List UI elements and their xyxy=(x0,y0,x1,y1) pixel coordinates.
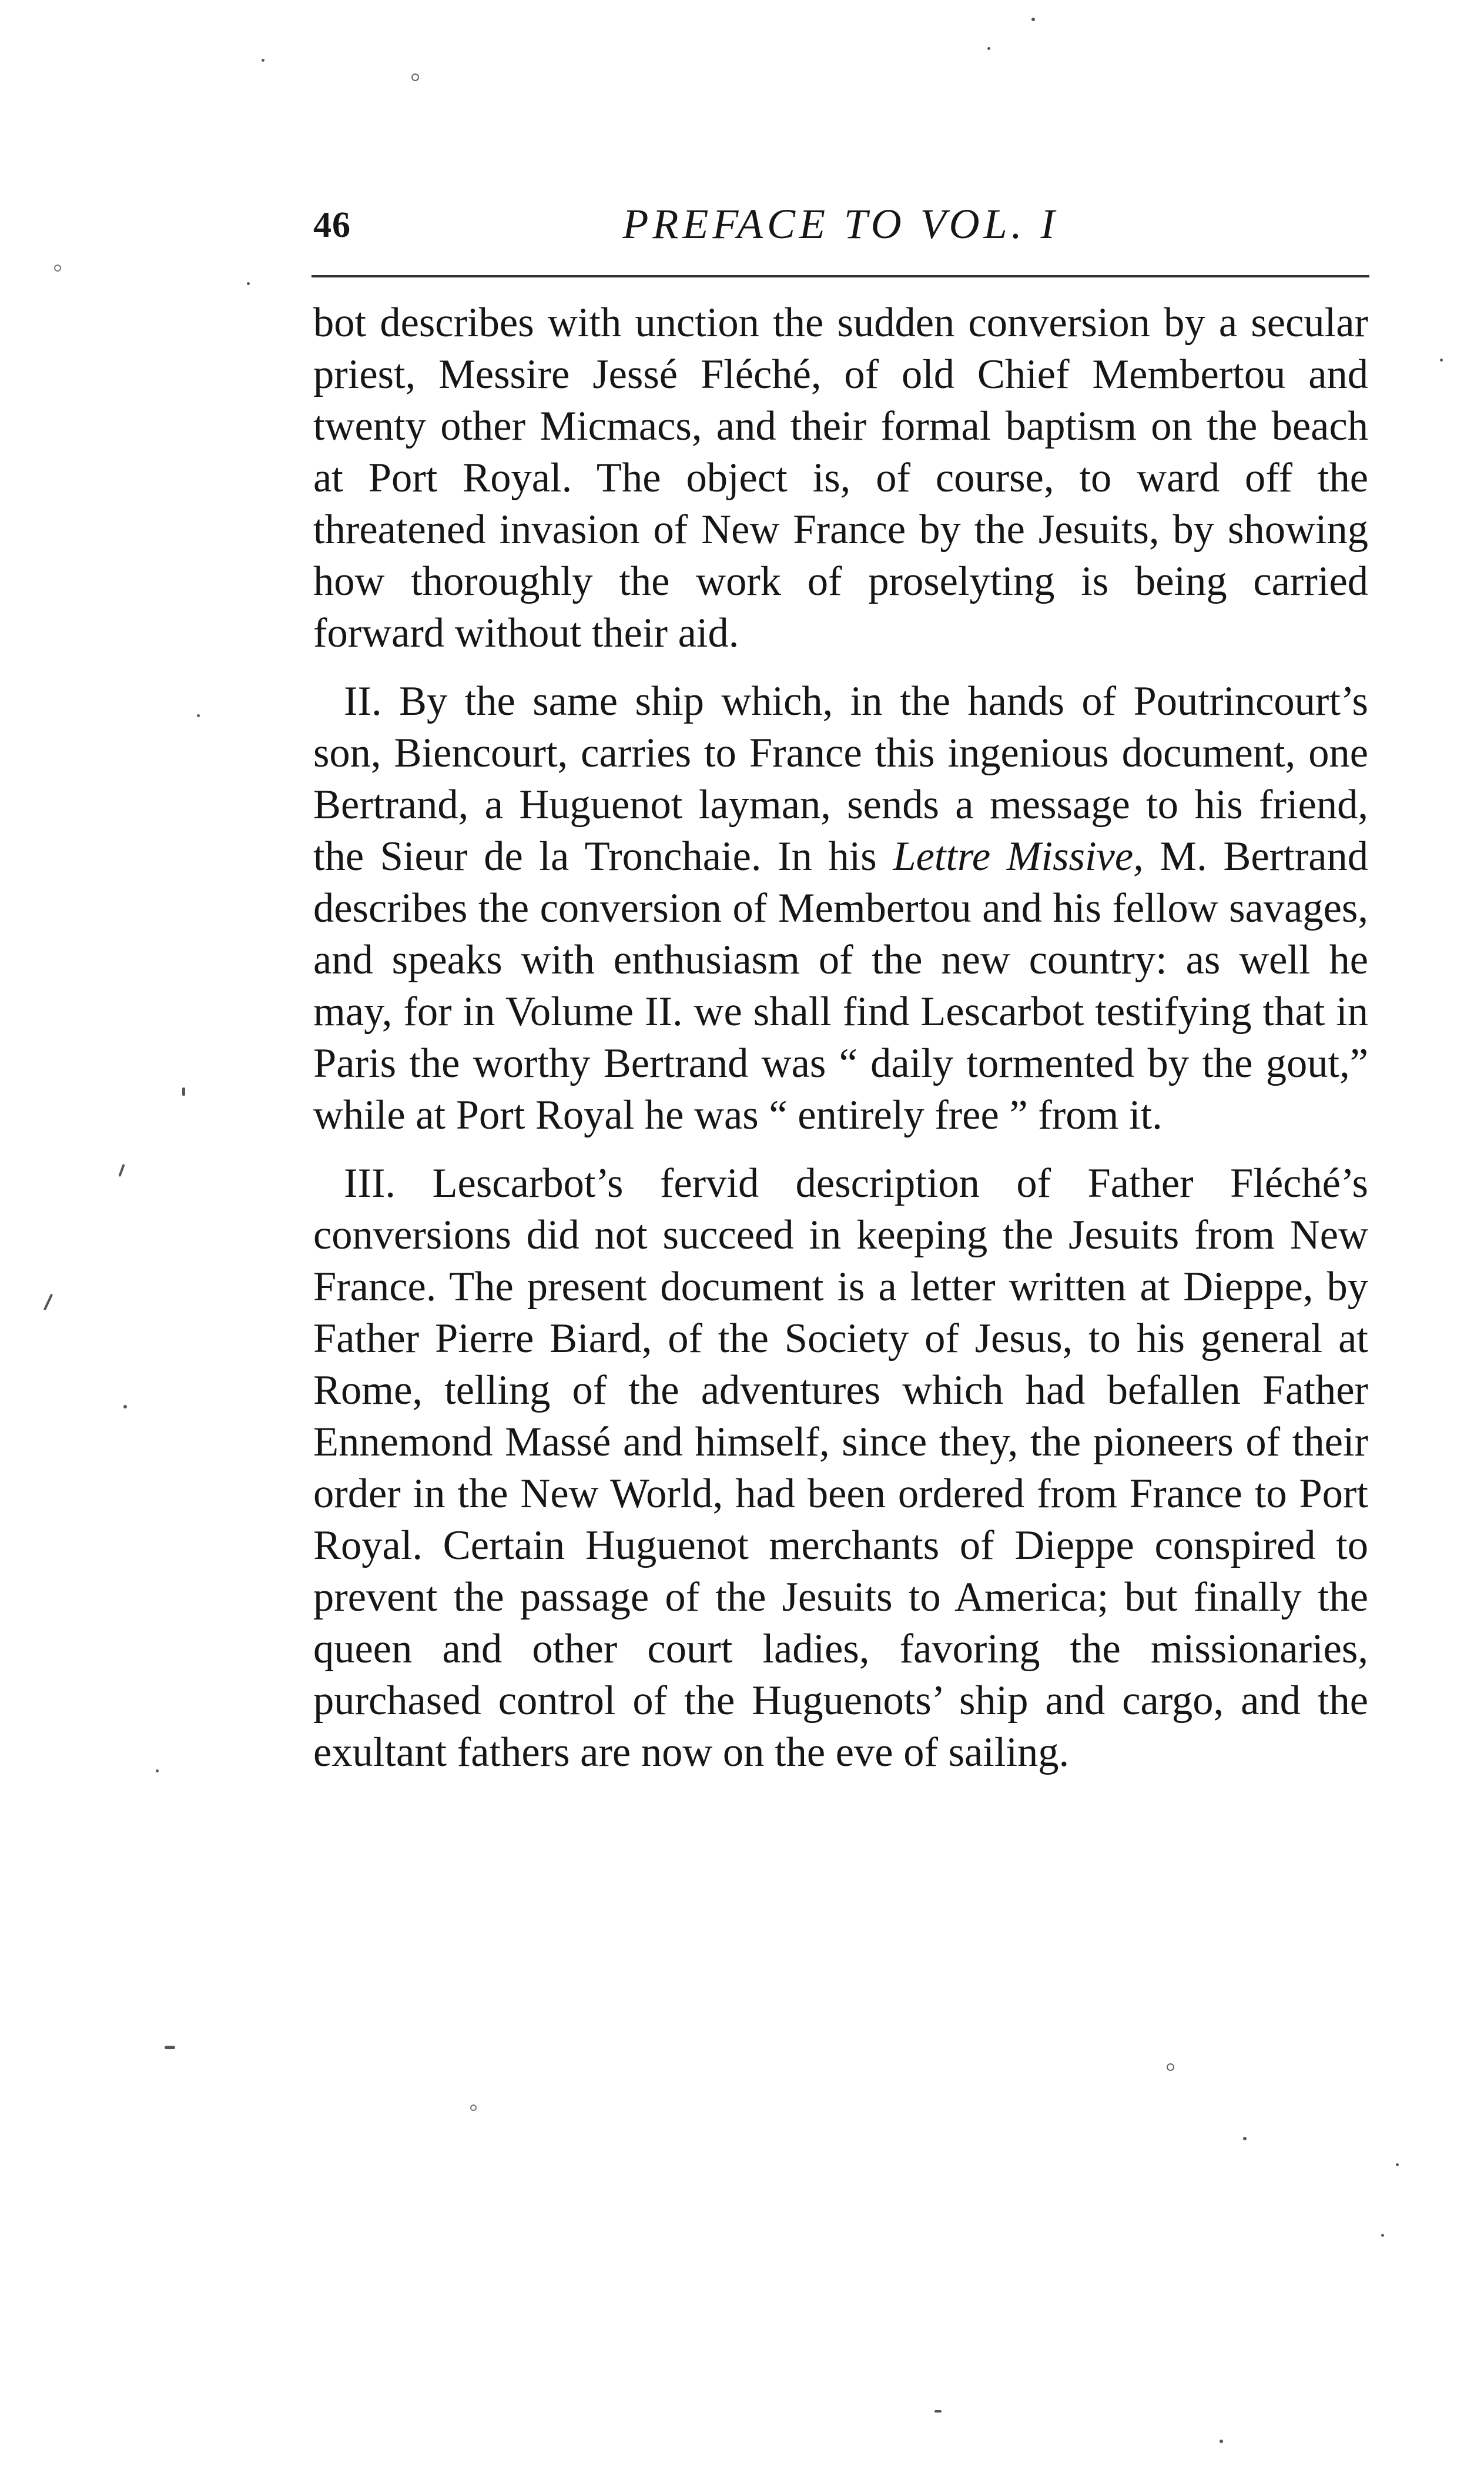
scan-speck xyxy=(165,2046,175,2049)
scan-speck xyxy=(197,714,200,717)
scan-speck xyxy=(247,282,250,285)
running-title: PREFACE TO VOL. I xyxy=(622,200,1059,247)
scan-speck xyxy=(54,265,61,272)
header-rule xyxy=(311,275,1369,277)
page-number: 46 xyxy=(313,205,351,245)
paragraph-1-text: bot describes with unction the sudden conversion by a secular priest, Messire Jessé Fléché, of old Chief Membertou and twenty other Micmacs, and their formal baptism on the beach at Port Royal. The object is, of course, to ward off the threatened invasion of New France by the Jesuits, by showing how thoroughly the work of proselyting is being carried forward without their aid. xyxy=(313,300,1368,656)
paragraph-2-text-end: M. Bertrand describes the conversion of Membertou and his fellow savages, and speaks with enthusiasm of the new country: as well he may, for in Volume II. we shall find Lescarbot testifying that in Paris the worthy Bertrand was “ daily tormented by the gout,” while at Port Royal he was “ entirely free ” from it. xyxy=(313,834,1368,1138)
paragraph-2-text-start: II. By the same ship which, in the hands of Poutrincourt’s son, Biencourt, carries to France this ingenious document, one Bertrand, a Huguenot layman, sends a message to his friend, the Sieur de la Tronchaie. In his xyxy=(313,678,1368,879)
scan-speck xyxy=(156,1769,159,1772)
paragraph-continuation xyxy=(313,297,1368,659)
lettre-missive-title: Lettre Missive, xyxy=(893,834,1144,879)
scan-speck xyxy=(1381,2234,1384,2237)
paragraph-3-text: III. Lescarbot’s fervid description of Father Fléché’s conversions did not succeed in keeping the Jesuits from New France. The present document is a letter written at Dieppe, by Father Pierre Biard, of the Society of Jesus, to his general at Rome, telling of the adventures which had befallen Father Ennemond Massé and himself, since they, the pioneers of their order in the New World, had been ordered from France to Port Royal. Certain Huguenot merchants of Dieppe conspired to prevent the passage of the Jesuits to America; but finally the queen and other court ladies, favoring the missionaries, purchased control of the Huguenots’ ship and cargo, and the exultant fathers are now on the eve of sailing. xyxy=(313,1160,1368,1775)
scan-speck xyxy=(1167,2063,1174,2071)
scan-speck xyxy=(43,1294,53,1311)
scan-speck xyxy=(262,59,264,62)
paragraph-section-iii xyxy=(313,1157,1368,1778)
scan-speck xyxy=(411,73,419,81)
scan-speck xyxy=(934,2410,942,2413)
scan-speck xyxy=(182,1088,185,1096)
scan-speck xyxy=(987,47,990,50)
scan-speck xyxy=(1031,18,1035,21)
scan-speck xyxy=(470,2104,477,2111)
scan-speck xyxy=(1396,2163,1399,2166)
scan-speck xyxy=(118,1164,125,1177)
scan-speck xyxy=(1440,359,1443,362)
page-header xyxy=(313,200,1368,253)
body-text xyxy=(313,297,1368,1778)
scan-speck xyxy=(1220,2440,1223,2443)
scan-speck xyxy=(1243,2137,1247,2140)
paragraph-section-ii xyxy=(313,675,1368,1141)
scan-speck xyxy=(123,1405,127,1408)
